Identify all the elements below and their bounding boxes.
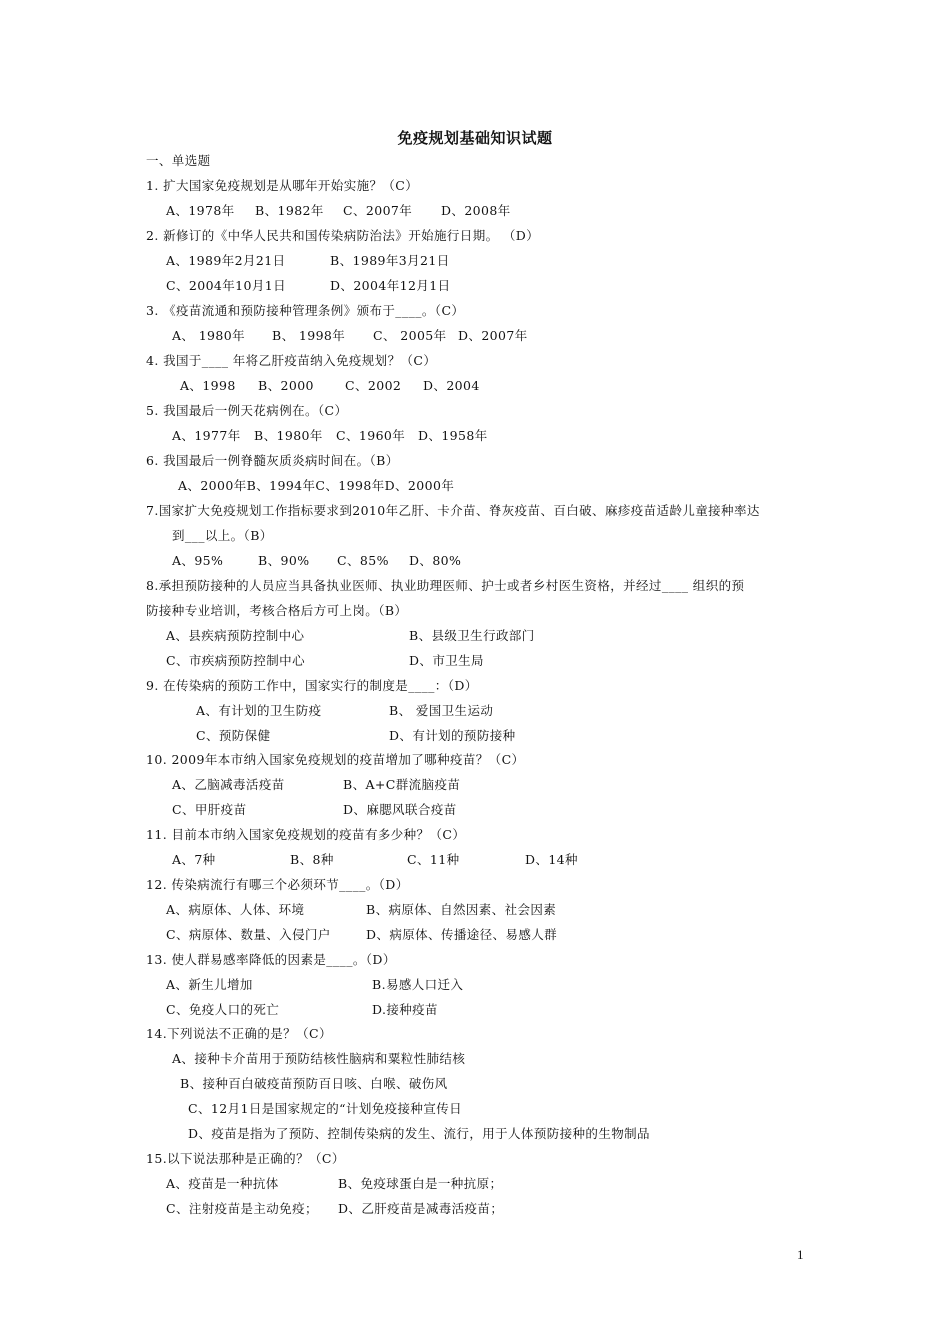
option: C、1960年 [336,428,406,443]
option: C、 2005年 [373,328,447,343]
option: A、新生儿增加 [166,977,253,992]
page-title: 免疫规划基础知识试题 [397,129,553,147]
question-10: 10. 2009年本市纳入国家免疫规划的疫苗增加了哪种疫苗？（C） [146,752,525,767]
option: B、A+C群流脑疫苗 [343,777,461,792]
question-11: 11. 目前本市纳入国家免疫规划的疫苗有多少种？（C） [146,827,466,842]
option: C、2002 [345,378,402,393]
option: B、8种 [290,852,334,867]
question-1: 1. 扩大国家免疫规划是从哪年开始实施？（C） [146,178,419,193]
option: A、95% [172,553,224,568]
option: D、2007年 [458,328,528,343]
option: C、预防保健 [196,728,271,743]
option: A、疫苗是一种抗体 [166,1176,279,1191]
option: D、2004 [423,378,480,393]
option: D、14种 [525,852,578,867]
question-5: 5. 我国最后一例天花病例在。（C） [146,403,348,418]
question-13: 13. 使人群易感率降低的因素是____。（D） [146,952,396,967]
question-3: 3. 《疫苗流通和预防接种管理条例》颁布于____。（C） [146,303,465,318]
option: A、 1980年 [172,328,246,343]
option: B、免疫球蛋白是一种抗原； [338,1176,503,1191]
option: B、1989年3月21日 [330,253,450,268]
option: D、疫苗是指为了预防、控制传染病的发生、流行，用于人体预防接种的生物制品 [188,1126,650,1141]
option: B、 爱国卫生运动 [389,703,494,718]
option: A、有计划的卫生防疫 [196,703,322,718]
option: C、免疫人口的死亡 [166,1002,280,1017]
option: A、7种 [172,852,216,867]
option: A、县疾病预防控制中心 [166,628,305,643]
question-7: 7.国家扩大免疫规划工作指标要求到2010年乙肝、卡介苗、脊灰疫苗、百白破、麻疹疫苗适龄儿童接种率达 [146,503,760,518]
option: B.易感人口迁入 [372,977,464,992]
question-6: 6. 我国最后一例脊髓灰质炎病时间在。（B） [146,453,399,468]
option: D、2004年12月1日 [330,278,451,293]
question-2: 2. 新修订的《中华人民共和国传染病防治法》开始施行日期。 （D） [146,228,540,243]
option: B、1982年 [255,203,324,218]
option: B、病原体、自然因素、社会因素 [366,902,557,917]
option: C、85% [337,553,389,568]
option: A、1998 [180,378,236,393]
question-4: 4. 我国于____ 年将乙肝疫苗纳入免疫规划？（C） [146,353,437,368]
option: B、90% [258,553,310,568]
option: C、市疾病预防控制中心 [166,653,305,668]
option: D、市卫生局 [409,653,484,668]
question-8: 8.承担预防接种的人员应当具备执业医师、执业助理医师、护士或者乡村医生资格，并经过____ 组织的预 [146,578,745,593]
page-number: 1 [797,1247,804,1262]
question-14: 14.下列说法不正确的是？（C） [146,1026,332,1041]
question-9: 9. 在传染病的预防工作中，国家实行的制度是____：（D） [146,678,478,693]
question-15: 15.以下说法那种是正确的？（C） [146,1151,345,1166]
question-7-cont: 到___以上。（B） [172,528,273,543]
option: A、1978年 [166,203,235,218]
option: A、接种卡介苗用于预防结核性脑病和粟粒性肺结核 [172,1051,466,1066]
option: A、病原体、人体、环境 [166,902,305,917]
option: B、接种百白破疫苗预防百日咳、白喉、破伤风 [180,1076,448,1091]
option: C、注射疫苗是主动免疫； [166,1201,318,1216]
option: D、麻腮风联合疫苗 [343,802,457,817]
option: B、 1998年 [272,328,346,343]
option: C、11种 [407,852,460,867]
option: C、12月1日是国家规定的“计划免疫接种宣传日 [188,1101,463,1116]
option: B、1980年 [254,428,323,443]
section-heading: 一、单选题 [146,153,211,168]
option-line: A、2000年B、1994年C、1998年D、2000年 [178,478,455,493]
option: D、80% [409,553,462,568]
option: A、1977年 [172,428,241,443]
question-8-cont: 防接种专业培训，考核合格后方可上岗。（B） [146,603,408,618]
option: D.接种疫苗 [372,1002,438,1017]
question-12: 12. 传染病流行有哪三个必须环节____。（D） [146,877,409,892]
option: D、1958年 [418,428,488,443]
option: C、甲肝疫苗 [172,802,247,817]
option: C、2007年 [343,203,413,218]
option: A、1989年2月21日 [166,253,286,268]
option: D、有计划的预防接种 [389,728,516,743]
option: D、乙肝疫苗是减毒活疫苗； [338,1201,504,1216]
option: D、2008年 [441,203,511,218]
option: C、2004年10月1日 [166,278,287,293]
option: A、乙脑减毒活疫苗 [172,777,285,792]
option: D、病原体、传播途径、易感人群 [366,927,558,942]
option: C、病原体、数量、入侵门户 [166,927,331,942]
option: B、县级卫生行政部门 [409,628,535,643]
option: B、2000 [258,378,314,393]
